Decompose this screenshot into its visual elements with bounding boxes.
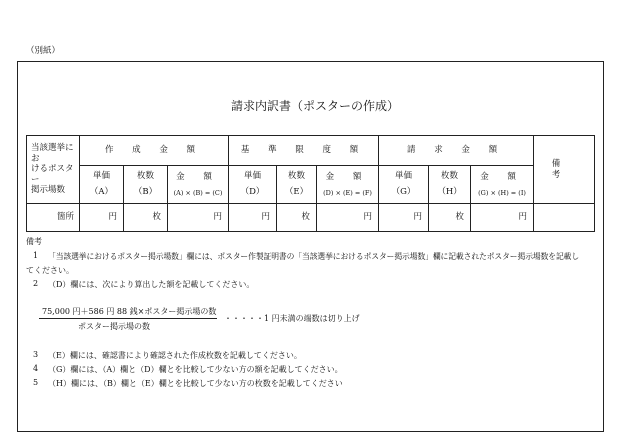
i-formula: (G) × (H) = (I) xyxy=(478,188,526,197)
g-label: （G） xyxy=(391,187,416,197)
remarks-header: 備 考 xyxy=(534,136,595,204)
places-unit: 箇所 xyxy=(56,212,74,223)
note-1-line-1: 「当該選挙におけるポスター掲示場数」欄には、ポスター作製証明書の「当該選挙におけるポスター掲示場数」欄に記載されたポスター掲示場数を記載し xyxy=(48,252,580,261)
unit-price-d-header xyxy=(229,166,277,204)
unit-price-label: 単価 xyxy=(244,171,262,182)
count-e-header xyxy=(277,166,317,204)
unit-price-g-header xyxy=(379,166,429,204)
sheets-unit: 枚 xyxy=(301,212,311,223)
count-label: 枚数 xyxy=(441,171,459,182)
h-value-cell xyxy=(429,204,471,232)
unit-price-label: 単価 xyxy=(395,171,413,182)
note-1-line-2: てください。 xyxy=(26,266,74,275)
amount-f-header xyxy=(317,166,379,204)
unit-price-label: 単価 xyxy=(92,171,110,182)
e-value-cell xyxy=(277,204,317,232)
formula-numerator: 75,000 円＋586 円 88 銭×ポスター掲示場の数 xyxy=(42,307,217,316)
yen-unit: 円 xyxy=(261,212,271,223)
yen-unit: 円 xyxy=(213,212,223,223)
sheets-unit: 枚 xyxy=(455,212,465,223)
yen-unit: 円 xyxy=(518,212,528,223)
note-5-number: 5 xyxy=(33,378,39,387)
count-label: 枚数 xyxy=(288,171,306,182)
note-3-text: （E）欄には、確認書により確認された作成枚数を記載してください。 xyxy=(48,351,302,360)
f-value-cell xyxy=(317,204,379,232)
poster-places-header xyxy=(27,136,80,204)
yen-unit: 円 xyxy=(413,212,423,223)
c-value-cell xyxy=(168,204,229,232)
breakdown-table xyxy=(26,135,595,232)
unit-price-a-header xyxy=(80,166,124,204)
yen-unit: 円 xyxy=(363,212,373,223)
d-label: （D） xyxy=(240,187,265,197)
note-5-text: （H）欄には、（B）欄と（E）欄とを比較して少ない方の枚数を記載してください xyxy=(48,379,343,388)
count-h-header xyxy=(429,166,471,204)
attachment-label: （別紙） xyxy=(26,46,61,56)
e-label: （E） xyxy=(284,187,309,197)
note-3-number: 3 xyxy=(33,350,39,359)
note-4-text: （G）欄には、（A）欄と（D）欄とを比較して少ない方の額を記載してください。 xyxy=(48,365,343,374)
d-value-cell xyxy=(229,204,277,232)
i-value-cell xyxy=(471,204,534,232)
note-1-number: 1 xyxy=(33,251,39,260)
fraction-bar xyxy=(39,318,217,319)
places-cell xyxy=(27,204,80,232)
amount-label: 金 額 xyxy=(176,172,220,183)
poster-places-header-line: けるポスター xyxy=(31,164,74,185)
note-2-number: 2 xyxy=(33,279,39,288)
notes-heading: 備考 xyxy=(26,237,42,246)
count-label: 枚数 xyxy=(136,171,154,182)
amount-c-header xyxy=(168,166,229,204)
yen-unit: 円 xyxy=(108,212,117,223)
formula-rounding-note: ・・・・・1 円未満の端数は切り上げ xyxy=(224,314,360,323)
count-b-header xyxy=(124,166,168,204)
remarks-value-cell xyxy=(534,204,595,232)
sheets-unit: 枚 xyxy=(152,212,161,223)
f-formula: (D) × (E) = (F) xyxy=(323,188,372,197)
limit-amount-header: 基 準 限 度 額 xyxy=(229,136,379,166)
note-4-number: 4 xyxy=(33,364,39,373)
poster-places-header-line: 当該選挙にお xyxy=(31,142,74,164)
note-2-text: （D）欄には、次により算出した額を記載してください。 xyxy=(48,280,255,289)
production-amount-header: 作 成 金 額 xyxy=(80,136,229,166)
b-label: （B） xyxy=(133,187,158,197)
amount-i-header xyxy=(471,166,534,204)
amount-label: 金 額 xyxy=(480,172,524,183)
poster-places-header-line: 掲示場数 xyxy=(31,185,66,196)
formula-denominator: ポスター掲示場の数 xyxy=(78,322,150,331)
amount-label: 金 額 xyxy=(325,172,370,183)
g-value-cell xyxy=(379,204,429,232)
claim-amount-header: 請 求 金 額 xyxy=(379,136,534,166)
page-title: 請求内訳書（ポスターの作成） xyxy=(230,99,399,113)
h-label: （H） xyxy=(437,187,462,197)
document-frame xyxy=(17,61,604,432)
c-formula: (A) × (B) = (C) xyxy=(173,188,223,197)
a-value-cell xyxy=(80,204,124,232)
a-label: （A） xyxy=(89,187,114,197)
b-value-cell xyxy=(124,204,168,232)
